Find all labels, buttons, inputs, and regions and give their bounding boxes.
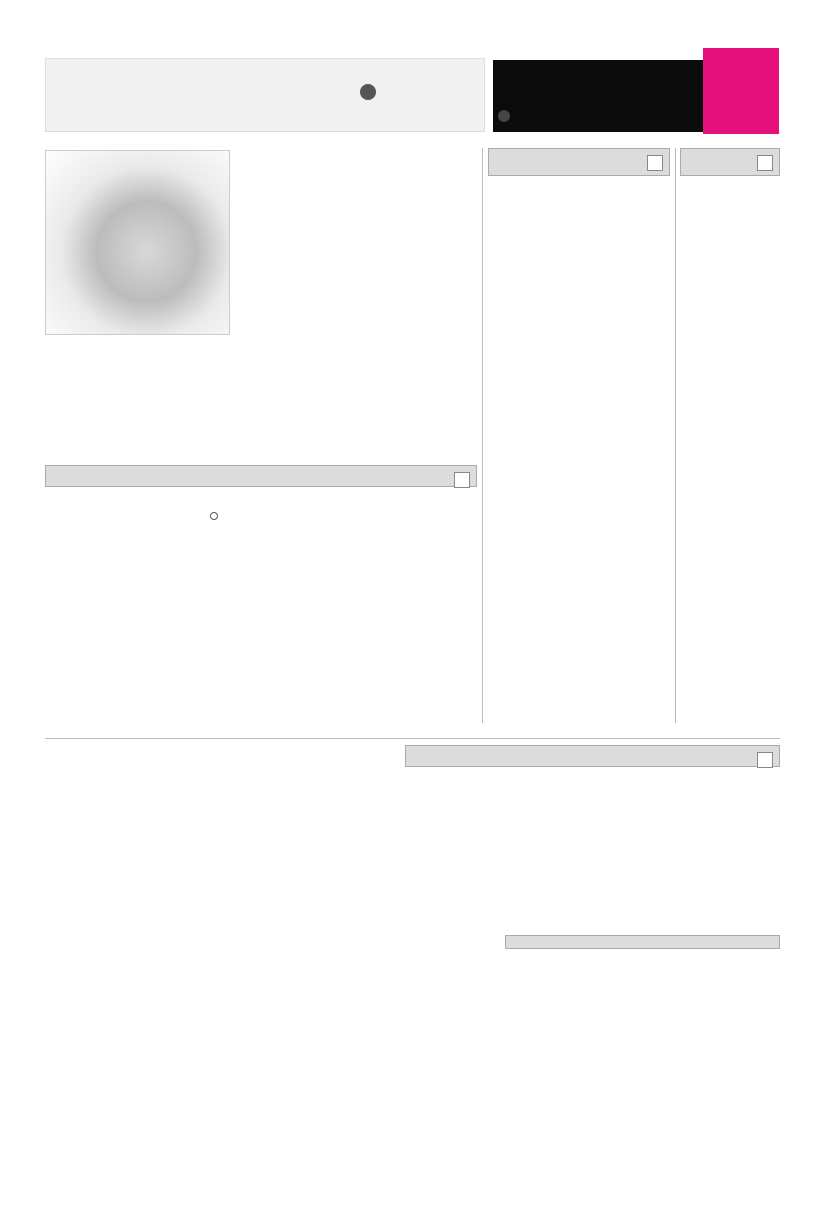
crossword-row-numbers [365, 770, 387, 1100]
whatsapp-icon [498, 110, 510, 122]
horoscope-column [488, 182, 670, 722]
sudoku-puzzle-grid [232, 497, 475, 726]
sms-icon [360, 84, 376, 100]
recipe-col1 [330, 210, 476, 460]
horizontal-clues-a [600, 778, 780, 938]
header-banner [45, 58, 485, 132]
sudoku-answer-grid [52, 545, 226, 723]
bottom-clues-1 [310, 1105, 405, 1175]
crossword-column-numbers [52, 748, 382, 762]
crossword-grid [52, 770, 362, 1090]
newspaper-logo [493, 60, 703, 132]
bottom-clues-2 [180, 1105, 305, 1175]
vertical-clues [408, 858, 503, 1148]
section-divider [45, 738, 780, 739]
didyou-column [682, 182, 780, 722]
column-divider [675, 148, 676, 723]
sudoku-header [45, 465, 477, 487]
answer-bullet-icon [210, 512, 218, 520]
horoscope-header [488, 148, 670, 176]
recipe-col3 [45, 338, 173, 460]
page-number-box [703, 48, 779, 134]
didyou-header [680, 148, 780, 176]
horizontal-clues-b [505, 778, 597, 928]
horizontal-clues-c [408, 778, 503, 858]
crossword-answer-header [505, 935, 780, 949]
column-divider [482, 148, 483, 723]
crossword-header [405, 745, 780, 767]
crossword-answer-grid [535, 952, 775, 1162]
recipe-col2 [178, 210, 324, 460]
bottom-clues-3 [52, 1105, 177, 1175]
